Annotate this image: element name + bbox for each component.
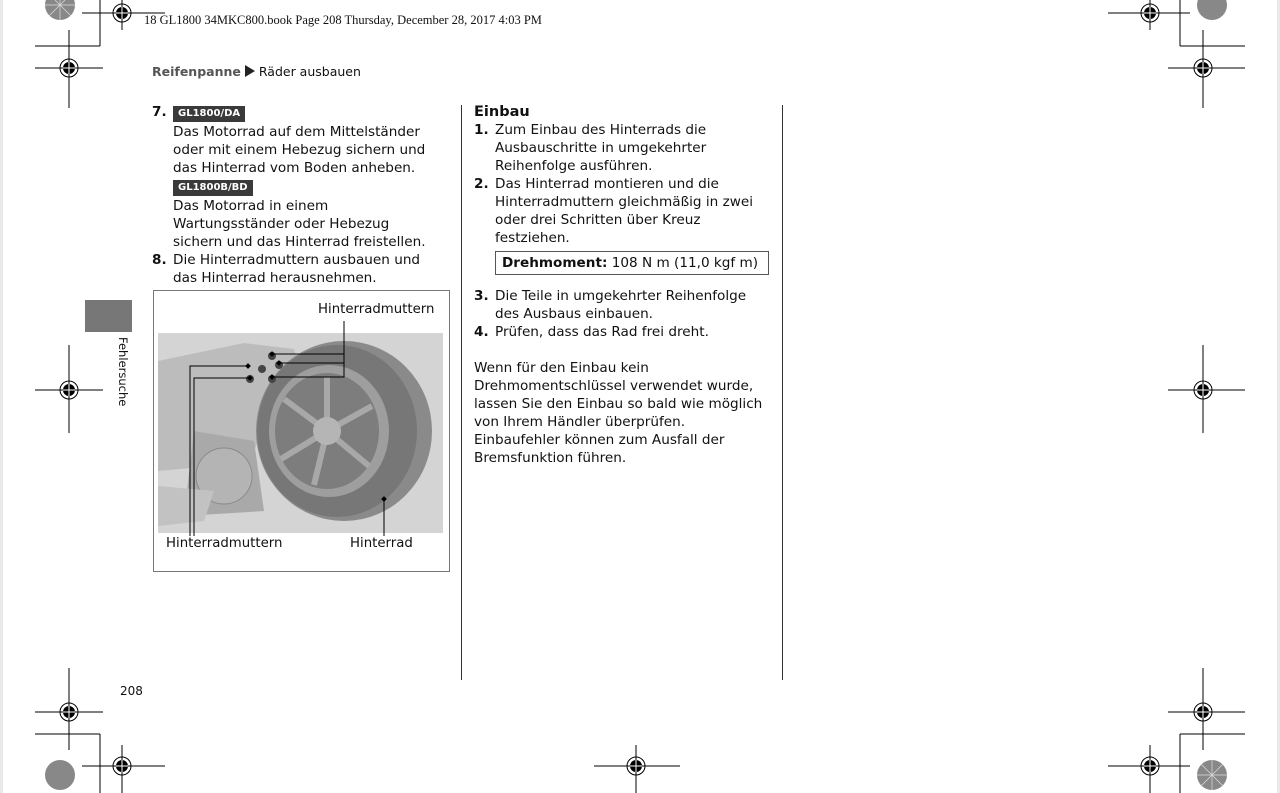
step-1 xyxy=(474,121,774,175)
print-header: 18 GL1800 34MKC800.book Page 208 Thursday, December 28, 2017 4:03 PM xyxy=(144,13,542,27)
rear-wheel-illustration xyxy=(154,291,449,571)
step-3 xyxy=(474,287,774,323)
step-2 xyxy=(474,175,774,247)
step-number: 2. xyxy=(474,176,489,192)
step-text: Zum Einbau des Hinterrads die Ausbauschritte in umgekehrter Reihenfolge ausführen. xyxy=(495,122,707,174)
breadcrumb-section: Reifenpanne xyxy=(152,64,241,79)
right-column xyxy=(474,103,774,467)
step-number: 7. xyxy=(152,104,167,120)
warning-note: Wenn für den Einbau kein Drehmomentschlüssel verwendet wurde, lassen Sie den Einbau so bald wie möglich von Ihrem Händler überprüfen. Einbaufehler können zum Ausfall der Bremsfunktion führen. xyxy=(474,360,763,466)
step-text: Das Motorrad auf dem Mittelständer oder mit einem Hebezug sichern und das Hinterrad vom Boden anheben. xyxy=(173,124,426,176)
breadcrumb-arrow-icon xyxy=(245,65,255,77)
step-number: 4. xyxy=(474,324,489,340)
torque-value: 108 N m (11,0 kgf m) xyxy=(607,255,759,271)
page-number: 208 xyxy=(120,684,143,698)
breadcrumb xyxy=(152,64,361,79)
section-heading: Einbau xyxy=(474,104,530,120)
column-divider-1 xyxy=(461,105,462,680)
rear-wheel-figure xyxy=(153,290,450,572)
torque-label: Drehmoment: xyxy=(502,255,608,271)
section-tab-marker xyxy=(85,300,132,332)
step-text: Die Hinterradmuttern ausbauen und das Hinterrad herausnehmen. xyxy=(173,252,421,286)
step-text: Prüfen, dass das Rad frei dreht. xyxy=(495,324,709,340)
model-badge: GL1800/DA xyxy=(173,106,245,122)
step-number: 3. xyxy=(474,288,489,304)
model-badge: GL1800B/BD xyxy=(173,180,253,196)
step-number: 1. xyxy=(474,122,489,138)
step-number: 8. xyxy=(152,252,167,268)
step-4 xyxy=(474,323,774,341)
step-7 xyxy=(152,103,442,251)
step-text: Das Hinterrad montieren und die Hinterradmuttern gleichmäßig in zwei oder drei Schritten über Kreuz festziehen. xyxy=(495,176,753,246)
step-text: Die Teile in umgekehrter Reihenfolge des Ausbaus einbauen. xyxy=(495,288,747,322)
torque-box xyxy=(495,251,769,275)
figure-label-nuts-bottom: Hinterradmuttern xyxy=(166,536,283,551)
section-tab-label: Fehlersuche xyxy=(116,337,130,407)
left-column xyxy=(152,103,442,287)
figure-label-wheel: Hinterrad xyxy=(350,536,413,551)
column-divider-2 xyxy=(782,105,783,680)
breadcrumb-page: Räder ausbauen xyxy=(258,64,361,79)
step-8 xyxy=(152,251,442,287)
figure-label-nuts-top: Hinterradmuttern xyxy=(318,302,435,317)
step-text: Das Motorrad in einem Wartungsständer oder Hebezug sichern und das Hinterrad freistellen. xyxy=(173,198,426,250)
